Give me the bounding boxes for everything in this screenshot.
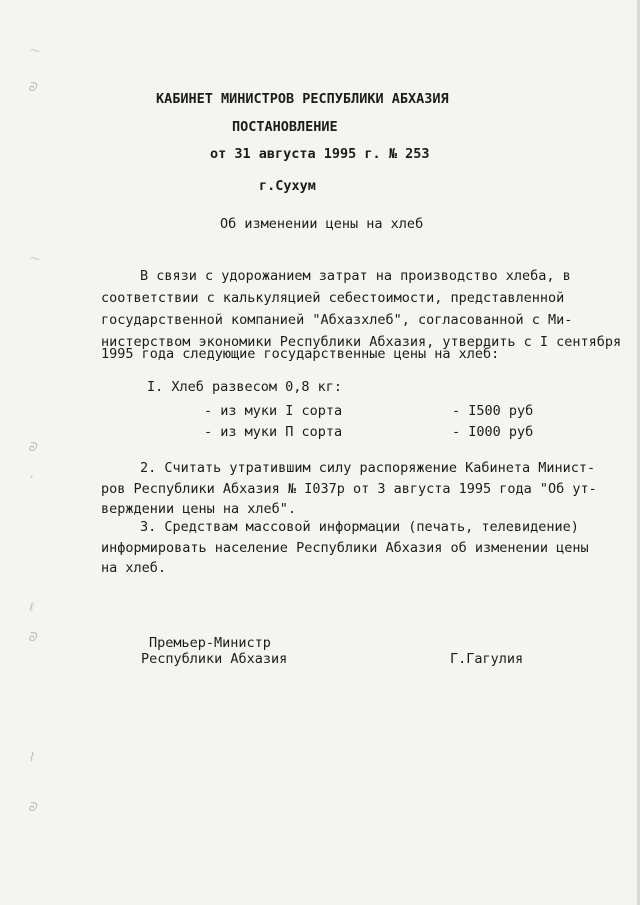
organization-name: КАБИНЕТ МИНИСТРОВ РЕСПУБЛИКИ АБХАЗИЯ: [156, 91, 449, 107]
paragraph-3-line: на хлеб.: [101, 560, 167, 576]
price-row-value: - I000 руб: [452, 424, 534, 440]
paragraph-2-line: верждении цены на хлеб".: [101, 501, 297, 517]
signatory-title: Премьер-Министр: [149, 635, 271, 651]
signatory-title: Республики Абхазия: [141, 651, 288, 667]
price-row-label: - из муки I сорта: [204, 403, 343, 419]
paragraph-1-line: нистерством экономики Республики Абхазия, утвердить с I сентября: [101, 334, 622, 350]
margin-mark: ᘐ: [28, 630, 37, 644]
paragraph-3-line: 3. Средствам массовой информации (печать, телевидение): [140, 519, 579, 535]
margin-mark: ℓ: [28, 600, 36, 614]
margin-mark: 〜: [28, 252, 41, 266]
margin-mark: ᘐ: [28, 80, 37, 94]
date-and-number: от 31 августа 1995 г. № 253: [210, 146, 430, 162]
paragraph-1-line: В связи с удорожанием затрат на производство хлеба, в: [140, 268, 571, 284]
paragraph-1-line: 1995 года следующие государственные цены на хлеб:: [101, 346, 500, 362]
margin-mark: ·: [28, 470, 36, 484]
margin-mark: ᘐ: [28, 800, 37, 814]
margin-mark: ᘐ: [28, 440, 37, 454]
paragraph-1-line: соответствии с калькуляцией себестоимости, представленной: [101, 290, 565, 306]
paragraph-1-line: государственной компанией "Абхазхлеб", согласованной с Ми-: [101, 312, 573, 328]
city: г.Сухум: [259, 178, 316, 194]
signatory-name: Г.Гагулия: [450, 651, 524, 667]
document-type: ПОСТАНОВЛЕНИЕ: [232, 119, 338, 135]
price-row-label: - из муки П сорта: [204, 424, 343, 440]
item-1-title: I. Хлеб развесом 0,8 кг:: [147, 379, 343, 395]
document-subject: Об изменении цены на хлеб: [220, 216, 424, 232]
paragraph-3-line: информировать население Республики Абхазия об изменении цены: [101, 540, 589, 556]
margin-mark: 〜: [28, 44, 41, 58]
price-row-value: - I500 руб: [452, 403, 534, 419]
paragraph-2-line: ров Республики Абхазия № I037р от 3 августа 1995 года "Об ут-: [101, 481, 597, 497]
paragraph-2-line: 2. Считать утратившим силу распоряжение Кабинета Минист-: [140, 460, 596, 476]
margin-mark: ⌇: [28, 750, 34, 764]
